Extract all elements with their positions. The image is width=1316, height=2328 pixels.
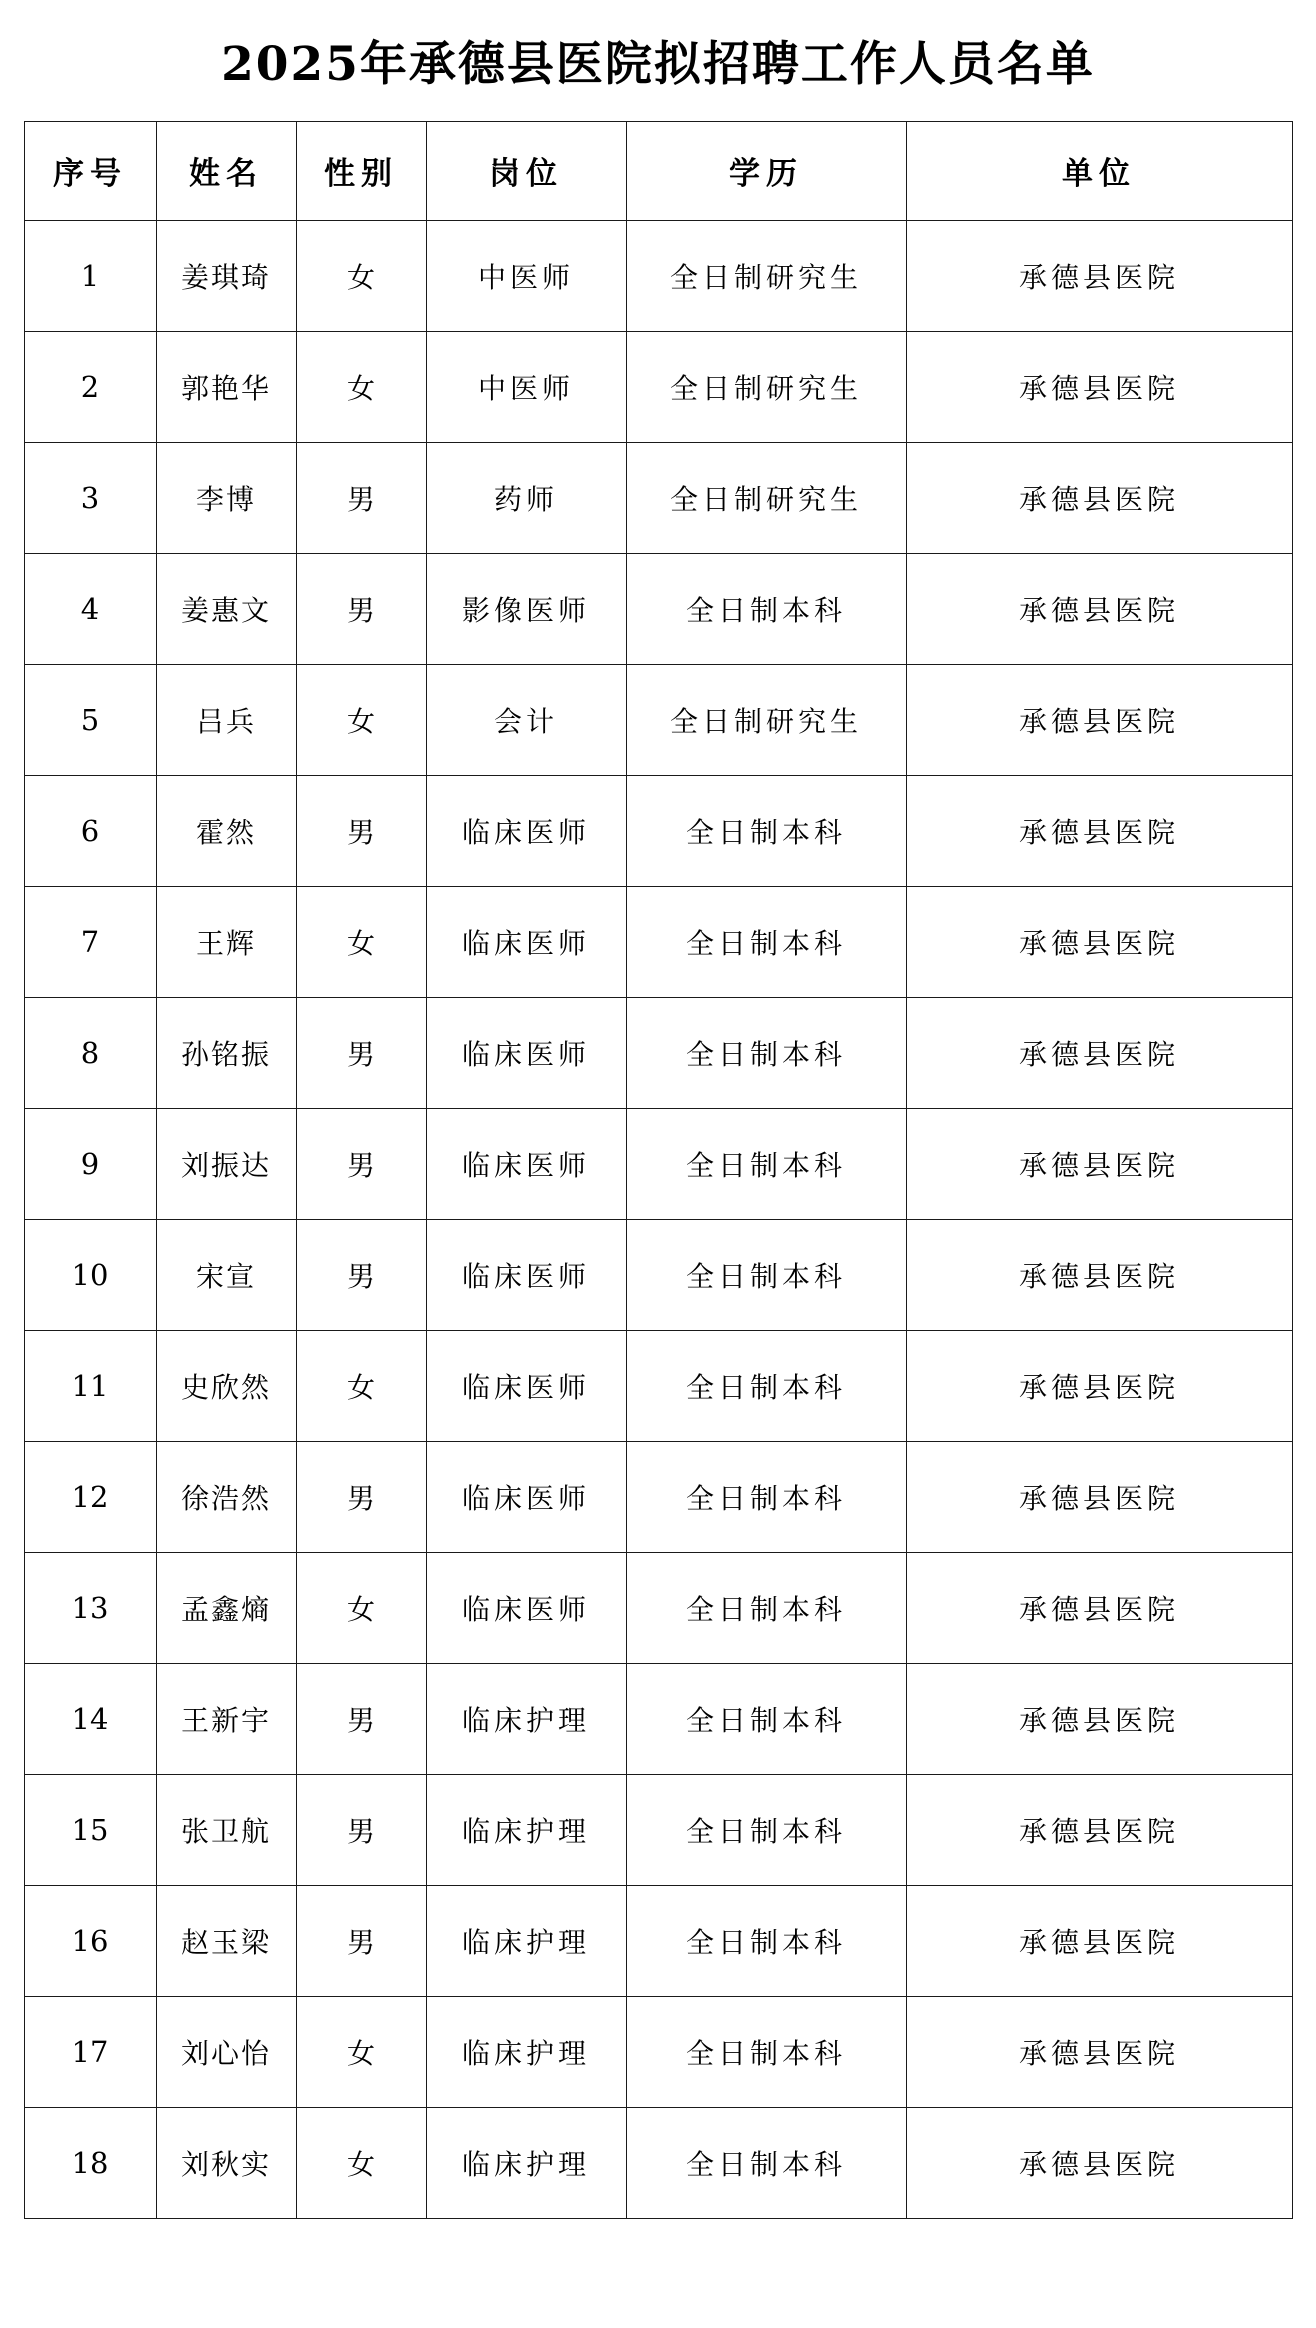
cell-education: 全日制本科: [626, 1330, 906, 1441]
cell-unit: 承德县医院: [906, 220, 1292, 331]
table-row: [24, 886, 1292, 997]
cell-name: 赵玉梁: [156, 1885, 296, 1996]
cell-education: 全日制本科: [626, 2107, 906, 2218]
cell-unit: 承德县医院: [906, 442, 1292, 553]
cell-post: 临床医师: [426, 1219, 626, 1330]
cell-post: 临床护理: [426, 2107, 626, 2218]
cell-post: 中医师: [426, 331, 626, 442]
cell-index: 9: [24, 1108, 156, 1219]
cell-education: 全日制本科: [626, 886, 906, 997]
cell-post: 临床护理: [426, 1663, 626, 1774]
cell-unit: 承德县医院: [906, 1663, 1292, 1774]
table-row: [24, 775, 1292, 886]
cell-education: 全日制本科: [626, 1885, 906, 1996]
table-row: [24, 2107, 1292, 2218]
table-row: [24, 1219, 1292, 1330]
cell-post: 影像医师: [426, 553, 626, 664]
cell-index: 3: [24, 442, 156, 553]
cell-index: 17: [24, 1996, 156, 2107]
cell-education: 全日制研究生: [626, 331, 906, 442]
cell-gender: 女: [296, 886, 426, 997]
cell-name: 刘心怡: [156, 1996, 296, 2107]
roster-table: [24, 121, 1293, 2219]
table-row: [24, 1996, 1292, 2107]
cell-gender: 男: [296, 997, 426, 1108]
cell-post: 中医师: [426, 220, 626, 331]
cell-education: 全日制本科: [626, 1552, 906, 1663]
cell-index: 13: [24, 1552, 156, 1663]
cell-post: 临床护理: [426, 1885, 626, 1996]
cell-name: 姜琪琦: [156, 220, 296, 331]
cell-gender: 女: [296, 1996, 426, 2107]
table-row: [24, 220, 1292, 331]
table-header-row: [24, 121, 1292, 220]
table-row: [24, 1552, 1292, 1663]
cell-name: 孙铭振: [156, 997, 296, 1108]
cell-index: 2: [24, 331, 156, 442]
cell-name: 霍然: [156, 775, 296, 886]
cell-unit: 承德县医院: [906, 664, 1292, 775]
cell-name: 张卫航: [156, 1774, 296, 1885]
cell-index: 16: [24, 1885, 156, 1996]
cell-post: 临床护理: [426, 1774, 626, 1885]
column-header-unit: 单位: [906, 121, 1292, 220]
cell-education: 全日制本科: [626, 1663, 906, 1774]
table-row: [24, 553, 1292, 664]
cell-unit: 承德县医院: [906, 1330, 1292, 1441]
table-row: [24, 1441, 1292, 1552]
table-row: [24, 1108, 1292, 1219]
cell-index: 5: [24, 664, 156, 775]
cell-unit: 承德县医院: [906, 1885, 1292, 1996]
cell-name: 王辉: [156, 886, 296, 997]
cell-unit: 承德县医院: [906, 886, 1292, 997]
cell-gender: 男: [296, 1663, 426, 1774]
cell-post: 临床医师: [426, 1552, 626, 1663]
cell-gender: 男: [296, 1774, 426, 1885]
cell-index: 7: [24, 886, 156, 997]
cell-gender: 男: [296, 1885, 426, 1996]
cell-index: 14: [24, 1663, 156, 1774]
cell-unit: 承德县医院: [906, 1552, 1292, 1663]
table-row: [24, 1330, 1292, 1441]
cell-post: 临床护理: [426, 1996, 626, 2107]
cell-gender: 男: [296, 775, 426, 886]
cell-education: 全日制本科: [626, 997, 906, 1108]
cell-unit: 承德县医院: [906, 1774, 1292, 1885]
cell-gender: 女: [296, 2107, 426, 2218]
cell-unit: 承德县医院: [906, 1108, 1292, 1219]
cell-education: 全日制研究生: [626, 664, 906, 775]
column-header-education: 学历: [626, 121, 906, 220]
cell-unit: 承德县医院: [906, 997, 1292, 1108]
column-header-index: 序号: [24, 121, 156, 220]
cell-unit: 承德县医院: [906, 1996, 1292, 2107]
cell-name: 孟鑫熵: [156, 1552, 296, 1663]
cell-gender: 女: [296, 664, 426, 775]
cell-education: 全日制本科: [626, 553, 906, 664]
cell-education: 全日制研究生: [626, 442, 906, 553]
cell-index: 8: [24, 997, 156, 1108]
column-header-post: 岗位: [426, 121, 626, 220]
cell-name: 刘振达: [156, 1108, 296, 1219]
cell-name: 宋宣: [156, 1219, 296, 1330]
cell-gender: 女: [296, 220, 426, 331]
cell-name: 李博: [156, 442, 296, 553]
cell-name: 姜惠文: [156, 553, 296, 664]
cell-gender: 女: [296, 331, 426, 442]
cell-post: 临床医师: [426, 1330, 626, 1441]
cell-post: 药师: [426, 442, 626, 553]
cell-post: 临床医师: [426, 775, 626, 886]
cell-name: 王新宇: [156, 1663, 296, 1774]
column-header-name: 姓名: [156, 121, 296, 220]
cell-gender: 男: [296, 553, 426, 664]
cell-unit: 承德县医院: [906, 2107, 1292, 2218]
cell-post: 会计: [426, 664, 626, 775]
cell-gender: 女: [296, 1330, 426, 1441]
cell-gender: 男: [296, 442, 426, 553]
cell-unit: 承德县医院: [906, 1441, 1292, 1552]
cell-unit: 承德县医院: [906, 331, 1292, 442]
cell-name: 史欣然: [156, 1330, 296, 1441]
table-row: [24, 442, 1292, 553]
cell-gender: 女: [296, 1552, 426, 1663]
table-row: [24, 664, 1292, 775]
table-row: [24, 331, 1292, 442]
cell-index: 15: [24, 1774, 156, 1885]
cell-post: 临床医师: [426, 886, 626, 997]
cell-post: 临床医师: [426, 997, 626, 1108]
cell-index: 6: [24, 775, 156, 886]
cell-education: 全日制本科: [626, 1996, 906, 2107]
cell-gender: 男: [296, 1219, 426, 1330]
cell-name: 徐浩然: [156, 1441, 296, 1552]
page-title: 2025年承德县医院拟招聘工作人员名单: [221, 37, 1095, 92]
table-header: [24, 121, 1292, 220]
cell-gender: 男: [296, 1108, 426, 1219]
table-row: [24, 997, 1292, 1108]
cell-name: 刘秋实: [156, 2107, 296, 2218]
cell-gender: 男: [296, 1441, 426, 1552]
cell-unit: 承德县医院: [906, 775, 1292, 886]
table-body: [24, 220, 1292, 2218]
cell-education: 全日制研究生: [626, 220, 906, 331]
table-row: [24, 1663, 1292, 1774]
cell-name: 郭艳华: [156, 331, 296, 442]
cell-education: 全日制本科: [626, 1108, 906, 1219]
cell-index: 10: [24, 1219, 156, 1330]
cell-index: 18: [24, 2107, 156, 2218]
cell-unit: 承德县医院: [906, 1219, 1292, 1330]
cell-index: 11: [24, 1330, 156, 1441]
cell-index: 12: [24, 1441, 156, 1552]
cell-post: 临床医师: [426, 1108, 626, 1219]
table-row: [24, 1774, 1292, 1885]
column-header-gender: 性别: [296, 121, 426, 220]
cell-name: 吕兵: [156, 664, 296, 775]
cell-education: 全日制本科: [626, 775, 906, 886]
cell-education: 全日制本科: [626, 1219, 906, 1330]
cell-index: 1: [24, 220, 156, 331]
table-row: [24, 1885, 1292, 1996]
cell-index: 4: [24, 553, 156, 664]
cell-unit: 承德县医院: [906, 553, 1292, 664]
cell-education: 全日制本科: [626, 1774, 906, 1885]
cell-education: 全日制本科: [626, 1441, 906, 1552]
cell-post: 临床医师: [426, 1441, 626, 1552]
